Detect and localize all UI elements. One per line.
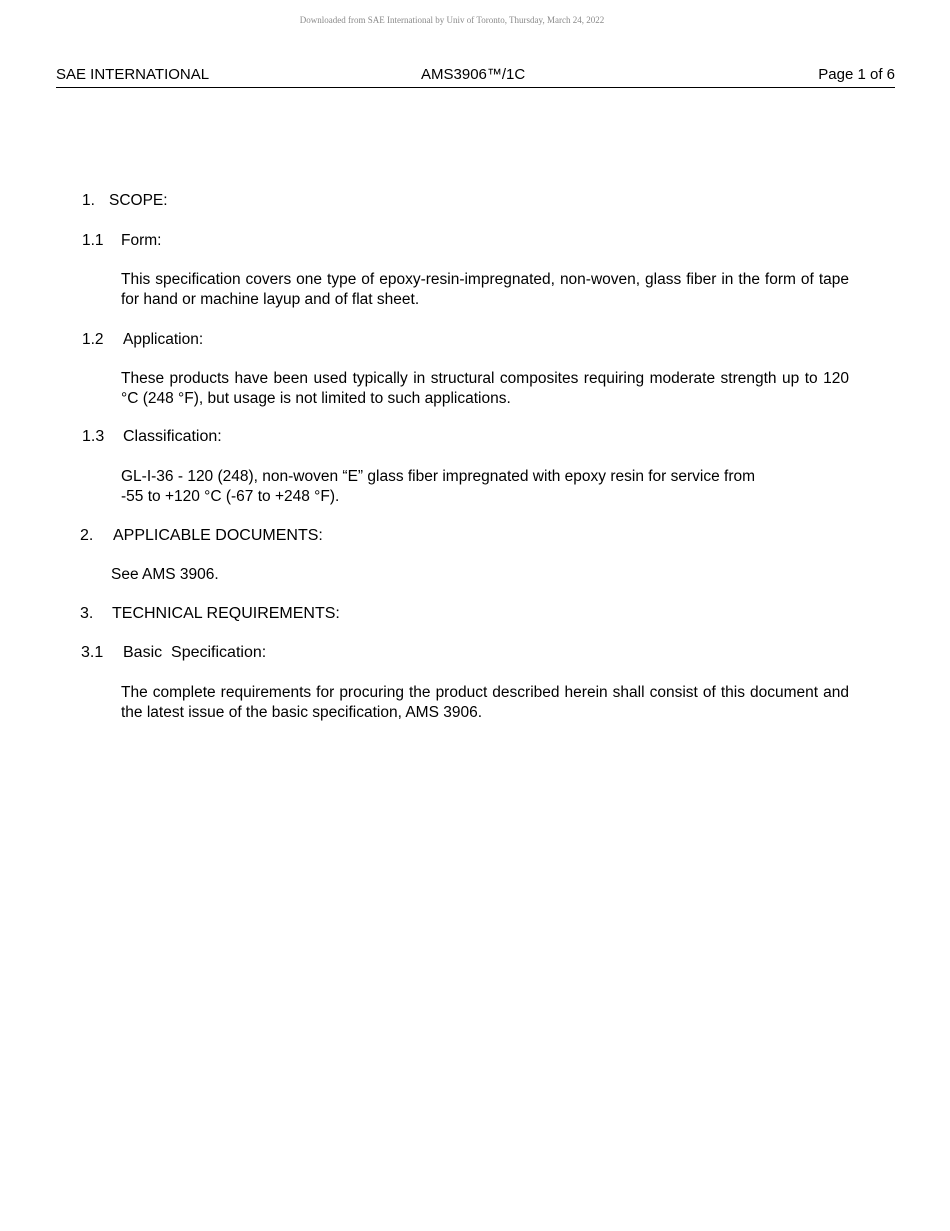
section-1-2-heading: [82, 331, 203, 349]
section-number: 1.2: [82, 331, 104, 348]
section-title: Classification:: [123, 428, 222, 445]
section-1-1-heading: [82, 232, 161, 250]
section-number: 1.1: [82, 232, 104, 249]
header-organization: SAE INTERNATIONAL: [56, 66, 210, 83]
section-1-heading: [82, 192, 168, 210]
section-title: Application:: [123, 331, 204, 348]
section-number: 2.: [80, 527, 94, 544]
header-document-id: AMS3906™/1C: [421, 66, 526, 83]
header-page-number: Page 1 of 6: [818, 66, 895, 83]
download-watermark: Downloaded from SAE International by Univ of Toronto, Thursday, March 24, 2022: [299, 15, 605, 25]
section-2-paragraph: See AMS 3906.: [111, 566, 219, 583]
section-title: Basic Specification:: [123, 644, 267, 661]
section-number: 1.3: [82, 428, 105, 445]
section-title: Form:: [121, 232, 162, 249]
page-header: [56, 66, 895, 88]
section-1-1-paragraph: This specification covers one type of epoxy-resin-impregnated, non-woven, glass fiber in the form of tape for hand or machine layup and of flat sheet.: [121, 271, 849, 308]
section-1-3-line-1: GL-I-36 - 120 (248), non-woven “E” glass fiber impregnated with epoxy resin for service from: [121, 468, 756, 485]
section-number: 3.1: [81, 644, 104, 661]
section-number: 3.: [80, 605, 94, 622]
section-1-2-paragraph: These products have been used typically in structural composites requiring moderate strength up to 120 °C (248 °F), but usage is not limited to such applications.: [121, 370, 849, 407]
section-title: TECHNICAL REQUIREMENTS:: [112, 605, 340, 622]
section-3-1-heading: [81, 644, 266, 662]
section-1-3-heading: [82, 428, 222, 446]
section-title: APPLICABLE DOCUMENTS:: [113, 527, 323, 544]
section-3-heading: [80, 605, 340, 623]
section-2-heading: [80, 527, 323, 545]
section-number: 1.: [82, 192, 95, 209]
section-1-3-line-2: -55 to +120 °C (-67 to +248 °F).: [121, 488, 340, 505]
section-3-1-paragraph: The complete requirements for procuring the product described herein shall consist of this document and the latest issue of the basic specification, AMS 3906.: [121, 684, 849, 721]
section-title: SCOPE:: [109, 192, 168, 209]
